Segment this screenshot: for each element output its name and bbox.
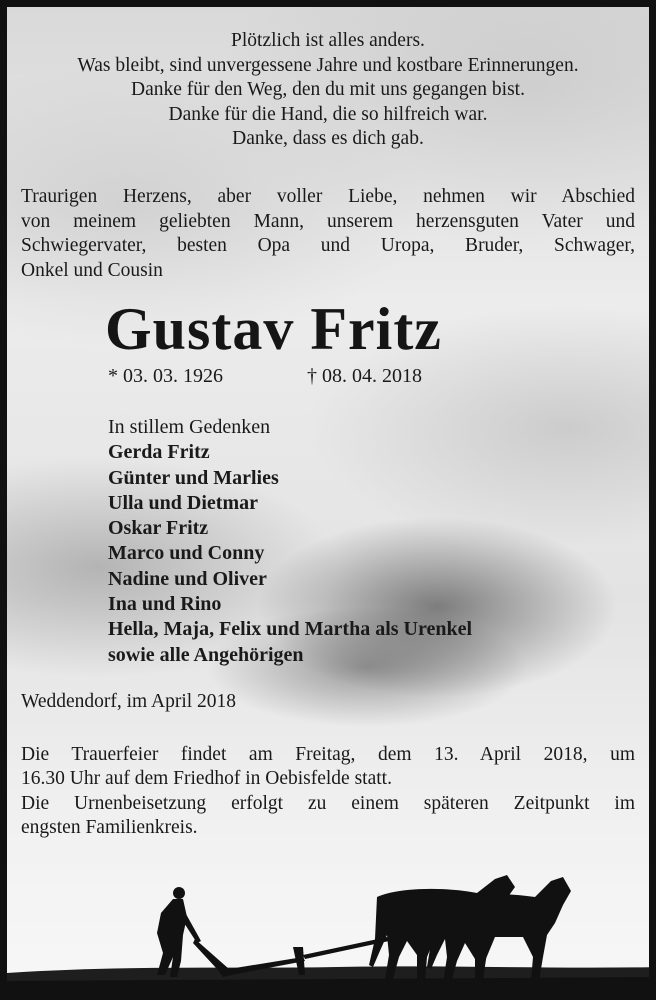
mourners-list <box>108 415 472 668</box>
poem-line: Plötzlich ist alles anders. <box>231 30 425 51</box>
funeral-line: 16.30 Uhr auf dem Friedhof in Oebisfelde statt. <box>21 768 392 790</box>
death-date: † 08. 04. 2018 <box>307 365 422 387</box>
funeral-notice <box>21 743 635 841</box>
mourner-name: Ina und Rino <box>108 593 222 616</box>
poem-line: Was bleibt, sind unvergessene Jahre und kostbare Erinnerungen. <box>77 54 579 76</box>
memorial-poem <box>21 29 635 152</box>
mourner-name: Marco und Conny <box>108 542 265 565</box>
mourner-name: Hella, Maja, Felix und Martha als Urenkel <box>108 618 473 641</box>
funeral-line: engsten Familienkreis. <box>21 817 198 839</box>
mourner-name: Nadine und Oliver <box>108 567 267 590</box>
mourner-name: Gerda Fritz <box>108 441 210 464</box>
farewell-line: Onkel und Cousin <box>21 259 163 281</box>
farewell-line: Traurigen Herzens, aber voller Liebe, nehmen wir Abschied <box>21 186 635 207</box>
funeral-line: Die Urnenbeisetzung erfolgt zu einem späteren Zeitpunkt im <box>21 792 635 814</box>
place-and-date: Weddendorf, im April 2018 <box>21 691 237 712</box>
farewell-line: Schwiegervater, besten Opa und Uropa, Bruder, Schwager, <box>21 235 635 257</box>
mourner-name: Ulla und Dietmar <box>108 491 258 514</box>
mourners-heading: In stillem Gedenken <box>108 416 271 438</box>
birth-date: * 03. 03. 1926 <box>108 365 223 387</box>
mourner-name: sowie alle Angehörigen <box>108 643 304 666</box>
poem-line: Danke für den Weg, den du mit uns gegangen bist. <box>131 79 525 101</box>
farewell-line: von meinem geliebten Mann, unserem herzensguten Vater und <box>21 210 635 232</box>
farewell-text <box>21 185 635 283</box>
mourner-name: Günter und Marlies <box>108 466 279 489</box>
funeral-line: Die Trauerfeier findet am Freitag, dem 13. April 2018, um <box>21 744 635 765</box>
poem-line: Danke für die Hand, die so hilfreich war. <box>168 103 488 125</box>
deceased-name: Gustav Fritz <box>105 296 442 362</box>
poem-line: Danke, dass es dich gab. <box>232 128 424 150</box>
mourner-name: Oskar Fritz <box>108 517 209 540</box>
life-dates <box>108 365 422 388</box>
ploughing-silhouette-icon <box>7 857 656 1000</box>
